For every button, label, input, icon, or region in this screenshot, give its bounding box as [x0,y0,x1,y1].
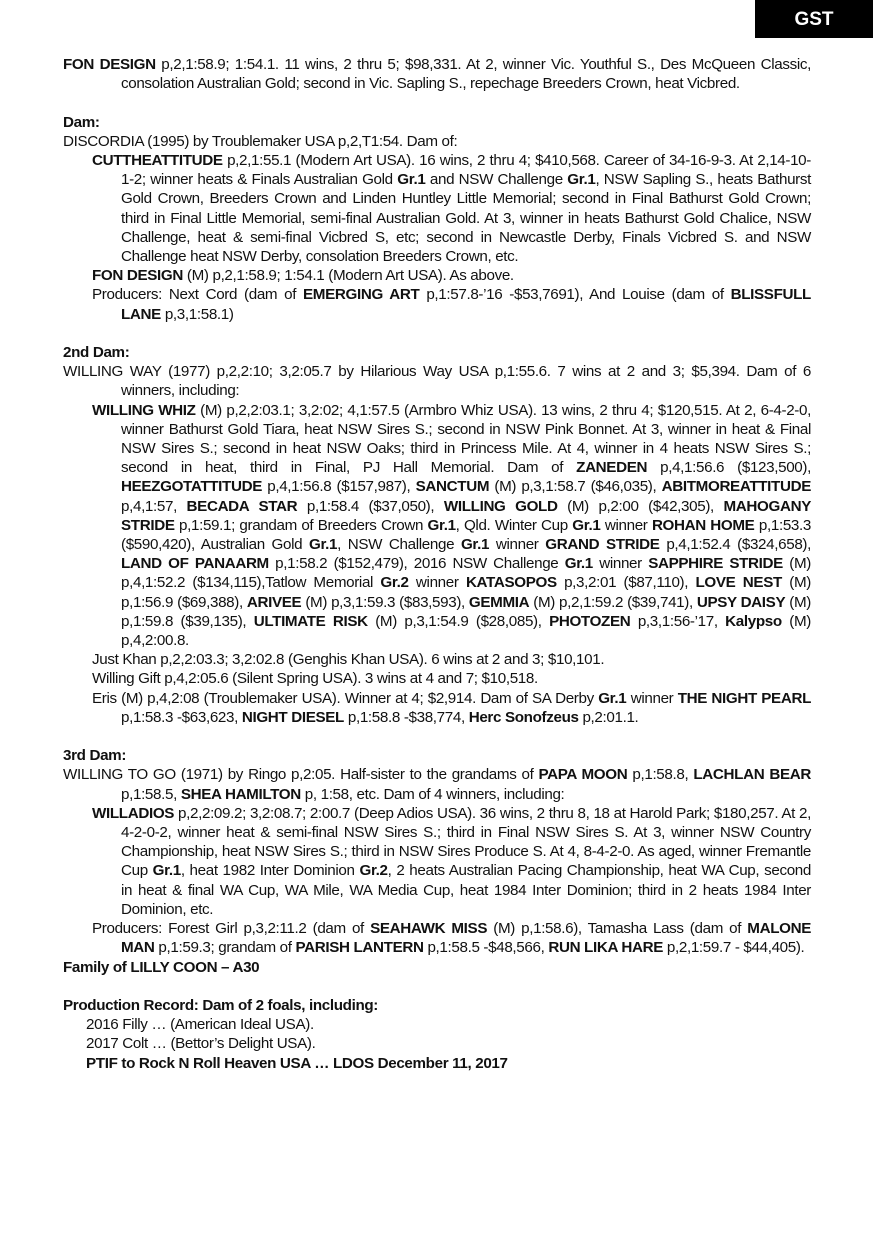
horse-summary [63,55,811,93]
bold-run: Gr.1 [572,516,601,534]
text-run: p,1:59.1; grandam of Breeders Crown [174,516,428,534]
text-run: winner [408,574,466,592]
text-run: p,1:58.4 ($37,050), [297,497,444,515]
text-run: p,1:58.5, [121,785,181,803]
bold-run: Gr.1 [460,536,490,554]
bold-run: NIGHT DIESEL [241,708,344,726]
bold-run: SHEA HAMILTON [180,785,301,803]
bold-run: ROHAN HOME [651,516,755,534]
text-run: p,2,1:55.1 (Modern Art USA). 16 wins, 2 thru 4; $410,568. Career of 34-16-9-3. At 2,14-10-1-2; winner heats & Finals Australian Gold [121,152,811,189]
third-dam-heading: 3rd Dam: [63,747,127,765]
text-run: p,2:01.1. [578,708,639,726]
bold-run: HEEZGOTATTITUDE [121,478,262,496]
text-run: WILLING WAY (1977) p,2,2:10; 3,2:05.7 by Hilarious Way USA p,1:55.6. 7 wins at 2 and 3; $5,394. Dam of 6 winners, including: [63,363,811,400]
bold-run: GEMMIA [468,593,530,611]
pedigree-document [63,55,811,1073]
dam-line [63,132,811,151]
text-run: winner [489,536,546,554]
text-run: and NSW Challenge [425,171,568,189]
offspring-entry [63,669,811,688]
offspring-entry [63,804,811,919]
text-run: p,1:58.5 -$48,566, [423,939,549,957]
text-run: winner [626,689,678,707]
text-run: (M) p,1:58.6), Tamasha Lass (dam of [487,920,748,938]
bold-run: PHOTOZEN [549,612,631,630]
bold-run: SANCTUM [415,478,490,496]
bold-run: FON DESIGN [63,56,156,73]
text-run: p,2,2:09.2; 3,2:08.7; 2:00.7 (Deep Adios USA). 36 wins, 2 thru 8, 18 at Harold Park; $180,257. At 2, 4-2-0-2, winner heat & semi-final NSW Sires S.; third in Final NSW Sires S. At 3, winner NSW Country Championship, heat NSW Sires S.; third in NSW Sires Produce S. At 4, 8-4-2-0. As aged, winner Fremantle Cup [121,804,811,880]
second-dam-heading: 2nd Dam: [63,344,130,362]
bold-run: PARISH LANTERN [295,939,424,957]
text-run: p,1:57.8-’16 -$53,7691), And Louise (dam of [419,286,731,304]
production-item: 2016 Filly … (American Ideal USA). [86,1016,314,1034]
bold-run: RUN LIKA HARE [548,939,664,957]
bold-run: CUTTHEATTITUDE [92,152,223,169]
text-run: (M) p,3,1:54.9 ($28,085), [367,612,550,630]
text-run: (M) p,3,1:58.7 ($46,035), [489,478,662,496]
offspring-entry [63,266,811,285]
text-run: Just Khan p,2,2:03.3; 3,2:02.8 (Genghis Khan USA). 6 wins at 2 and 3; $10,101. [92,651,605,669]
spacer [63,727,811,746]
spacer [63,324,811,343]
text-run: p,4,1:56.8 ($157,987), [262,478,416,496]
text-run: , 2 heats Australian Pacing Championship, heat WA Cup, second in heat & final WA Cup, WA Mile, WA Media Cup, heat 1984 Inter Dominion; third in 2 heats 1984 Inter Dominion, etc. [121,862,811,918]
gst-badge: GST [755,0,873,38]
dam-heading: Dam: [63,113,100,131]
text-run: , NSW Challenge [337,536,461,554]
text-run: (M) p,2,2:03.1; 3,2:02; 4,1:57.5 (Armbro Whiz USA). 13 wins, 2 thru 4; $120,515. At 2, 6-4-2-0, winner Bathurst Gold Tiara, heat NSW Sires S.; second in NSW Pink Bonnet. At 3, winner in heat & Final NSW Sires S.; second in heat NSW Oaks; third in Princess Mile. At 4, winner in 4 heats NSW Sires S.; second in heat, third in Final, PJ Hall Memorial. Dam of [121,401,811,477]
text-run: p,3,2:01 ($87,110), [556,574,696,592]
text-run: , Qld. Winter Cup [455,516,573,534]
bold-run: Gr.1 [598,689,627,707]
family-line: Family of LILLY COON – A30 [63,958,260,976]
offspring-entry [63,285,811,323]
bold-run: EMERGING ART [303,286,420,304]
text-run: , heat 1982 Inter Dominion [180,862,360,880]
bold-run: KATASOPOS [465,574,557,592]
text-run: (M) p,4,2:00.8. [121,612,811,650]
bold-run: THE NIGHT PEARL [677,689,811,707]
production-heading: Production Record: Dam of 2 foals, including: [63,996,379,1014]
bold-run: LACHLAN BEAR [693,766,811,784]
bold-run: ARIVEE [246,593,302,611]
bold-run: BLISSFULL LANE [121,286,811,323]
text-run: p,1:59.3; grandam of [154,939,296,957]
production-item: 2017 Colt … (Bettor’s Delight USA). [86,1035,316,1053]
offspring-entry [63,650,811,669]
text-run: p,1:58.8, [627,766,694,784]
production-items [63,1015,811,1073]
bold-run: Gr.1 [309,536,338,554]
text-run: (M) p,1:56.9 ($69,388), [121,574,811,611]
bold-run: Gr.1 [567,171,596,189]
bold-run: BECADA STAR [186,497,298,515]
text-run: p,3,1:56-’17, [630,612,726,630]
text-run: p,4,1:52.4 ($324,658), [659,536,811,554]
offspring-entry [63,689,811,727]
text-run: (M) p,2,1:59.2 ($39,741), [529,593,697,611]
text-run: (M) p,1:59.8 ($39,135), [121,593,811,630]
offspring-entry [63,401,811,651]
dam-entries [63,151,811,324]
text-run: Eris (M) p,4,2:08 (Troublemaker USA). Winner at 4; $2,914. Dam of SA Derby [92,689,599,707]
text-run: p,1:53.3 ($590,420), Australian Gold [121,516,811,554]
bold-run: Herc Sonofzeus [468,708,579,726]
text-run: p,2,1:58.9; 1:54.1. 11 wins, 2 thru 5; $98,331. At 2, winner Vic. Youthful S., Des McQueen Classic, consolation Australian Gold; second in Vic. Sapling S., repechage Breeders Crown, heat Vicbred. [121,56,811,93]
second-dam-entries [63,401,811,727]
bold-run: Gr.1 [427,516,456,534]
bold-run: Gr.1 [397,171,426,189]
bold-run: WILLING WHIZ [92,401,196,419]
text-run: p,4,1:56.6 ($123,500), [647,459,811,477]
bold-run: ULTIMATE RISK [253,612,368,630]
text-run: p, 1:58, etc. Dam of 4 winners, including: [300,785,565,803]
bold-run: WILLADIOS [92,804,175,822]
text-run: p,3,1:58.1) [160,305,234,323]
bold-run: PAPA MOON [538,766,628,784]
bold-run: Gr.1 [564,555,593,573]
text-run: (M) p,2,1:58.9; 1:54.1 (Modern Art USA). As above. [183,267,514,285]
offspring-entry [63,919,811,957]
offspring-entry [63,151,811,266]
bold-run: Kalypso [725,612,782,630]
text-run: p,2,1:59.7 - $44,405). [663,939,805,957]
bold-run: Gr.1 [152,862,181,880]
bold-run: ABITMOREATTITUDE [661,478,811,496]
bold-run: ZANEDEN [576,459,648,477]
bold-run: WILLING GOLD [443,497,558,515]
text-run: p,1:58.3 -$63,623, [121,708,242,726]
bold-run: Gr.2 [359,862,388,880]
spacer [63,93,811,112]
second-dam-line [63,362,811,400]
third-dam-line [63,765,811,803]
text-run: (M) p,4,1:52.2 ($134,115),Tatlow Memorial [121,555,811,592]
bold-run: UPSY DAISY [696,593,786,611]
bold-run: MAHOGANY STRIDE [121,497,811,534]
bold-run: MALONE MAN [121,920,811,957]
bold-run: LOVE NEST [695,574,782,592]
text-run: , NSW Sapling S., heats Bathurst Gold Crown, Breeders Crown and Linden Huntley Little Memorial; second in Final Bathurst Gold Crown; third in Final Little Memorial, semi-final Australian Gold. At 3, winner in heats Bathurst Gold Chalice, NSW Challenge, heat & semi-final Vicbred S, etc; second in Newcastle Derby, Finals Vicbred S. and NSW Challenge heat NSW Derby, consolation Breeders Crown, etc. [121,171,811,266]
text-run: (M) p,2:00 ($42,305), [557,497,724,515]
text-run: Producers: Next Cord (dam of [92,286,304,304]
text-run: p,1:58.2 ($152,479), 2016 NSW Challenge [268,555,565,573]
bold-run: GRAND STRIDE [545,536,660,554]
bold-run: Gr.2 [380,574,409,592]
text-run: winner [600,516,652,534]
text-run: DISCORDIA (1995) by Troublemaker USA p,2,T1:54. Dam of: [63,132,458,150]
bold-run: SAPPHIRE STRIDE [648,555,783,573]
text-run: p,4,1:57, [121,497,187,515]
text-run: WILLING TO GO (1971) by Ringo p,2:05. Half-sister to the grandams of [63,766,539,784]
production-item: PTIF to Rock N Roll Heaven USA … LDOS December 11, 2017 [86,1054,508,1072]
text-run: Willing Gift p,4,2:05.6 (Silent Spring USA). 3 wins at 4 and 7; $10,518. [92,670,538,688]
bold-run: FON DESIGN [92,267,184,285]
text-run: p,1:58.8 -$38,774, [343,708,469,726]
text-run: (M) p,3,1:59.3 ($83,593), [301,593,469,611]
bold-run: SEAHAWK MISS [370,920,488,938]
text-run: Producers: Forest Girl p,3,2:11.2 (dam of [92,920,371,938]
spacer [63,977,811,996]
third-dam-entries [63,804,811,958]
text-run: winner [592,555,649,573]
bold-run: LAND OF PANAARM [121,555,269,573]
